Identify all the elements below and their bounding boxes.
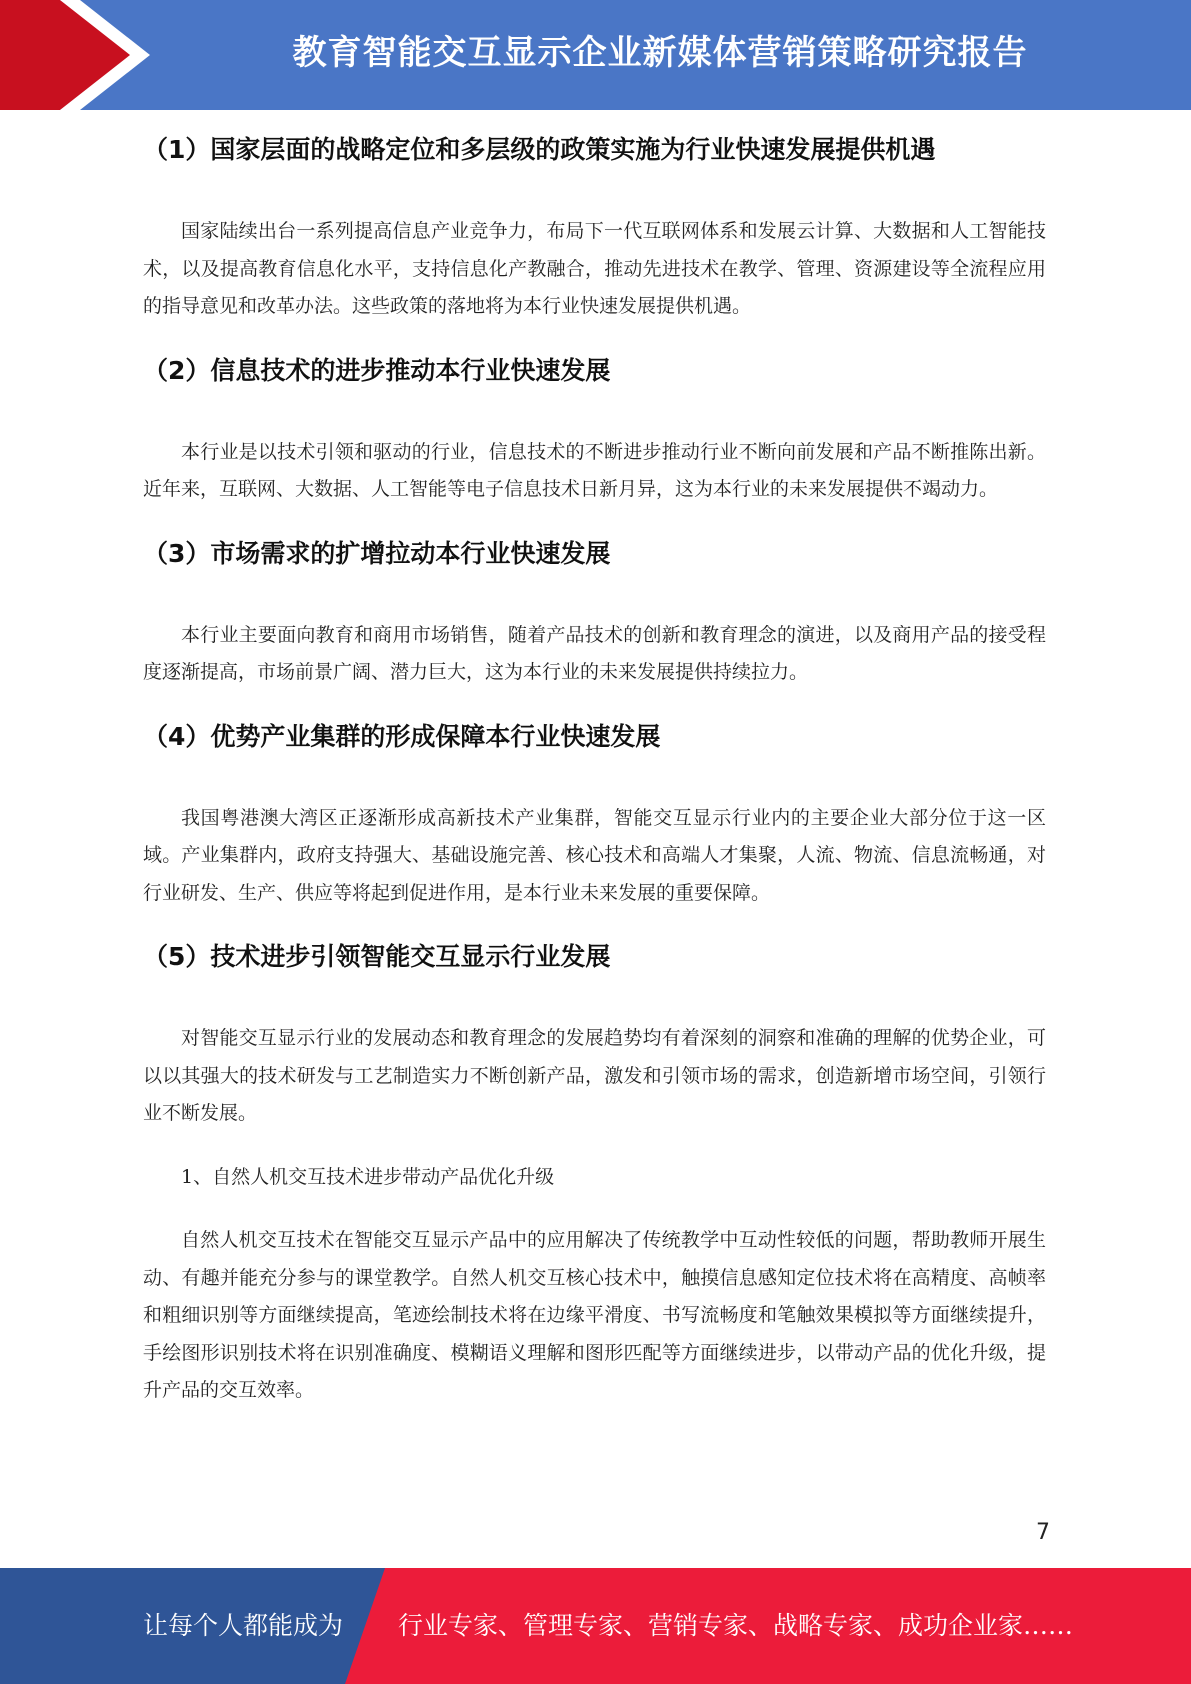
section-paragraph-2: 本行业是以技术引领和驱动的行业，信息技术的不断进步推动行业不断向前发展和产品不断推陈出新。近年来，互联网、大数据、人工智能等电子信息技术日新月异，这为本行业的未来发展提供不竭动力。 [143,440,1046,500]
subsection-heading: 1、自然人机交互技术进步带动产品优化升级 [181,1165,555,1188]
section-paragraph-3: 本行业主要面向教育和商用市场销售，随着产品技术的创新和教育理念的演进，以及商用产品的接受程度逐渐提高，市场前景广阔、潜力巨大，这为本行业的未来发展提供持续拉力。 [143,623,1046,683]
section-paragraph-4: 我国粤港澳大湾区正逐渐形成高新技术产业集群，智能交互显示行业内的主要企业大部分位于这一区域。产业集群内，政府支持强大、基础设施完善、核心技术和高端人才集聚，人流、物流、信息流畅通，对行业研发、生产、供应等将起到促进作用，是本行业未来发展的重要保障。 [143,806,1046,904]
report-title: 教育智能交互显示企业新媒体营销策略研究报告 [292,33,1028,73]
page-number: 7 [1036,1520,1050,1545]
section-heading-1: （1）国家层面的战略定位和多层级的政策实施为行业快速发展提供机遇 [143,135,936,164]
footer-slogan-left: 让每个人都能成为 [143,1611,344,1640]
section-heading-4: （4）优势产业集群的形成保障本行业快速发展 [143,721,661,751]
page-header [0,0,1191,110]
section-heading-3: （3）市场需求的扩增拉动本行业快速发展 [143,538,611,568]
document-body [143,128,1046,1410]
section-paragraph-5: 对智能交互显示行业的发展动态和教育理念的发展趋势均有着深刻的洞察和准确的理解的优势企业，可以以其强大的技术研发与工艺制造实力不断创新产品，激发和引领市场的需求，创造新增市场空间，引领行业不断发展。 [143,1027,1046,1124]
page-footer [0,1568,1191,1684]
section-heading-2: （2）信息技术的进步推动本行业快速发展 [143,355,611,385]
footer-slogan-right: 行业专家、管理专家、营销专家、战略专家、成功企业家…… [398,1611,1074,1640]
section-heading-5: （5）技术进步引领智能交互显示行业发展 [143,942,611,971]
subsection-paragraph: 自然人机交互技术在智能交互显示产品中的应用解决了传统教学中互动性较低的问题，帮助教师开展生动、有趣并能充分参与的课堂教学。自然人机交互核心技术中，触摸信息感知定位技术将在高精度、高帧率和粗细识别等方面继续提高，笔迹绘制技术将在边缘平滑度、书写流畅度和笔触效果模拟等方面继续提升，手绘图形识别技术将在识别准确度、模糊语义理解和图形匹配等方面继续进步，以带动产品的优化升级，提升产品的交互效率。 [143,1229,1046,1401]
section-paragraph-1: 国家陆续出台一系列提高信息产业竞争力，布局下一代互联网体系和发展云计算、大数据和人工智能技术，以及提高教育信息化水平，支持信息化产教融合，推动先进技术在教学、管理、资源建设等全流程应用的指导意见和改革办法。这些政策的落地将为本行业快速发展提供机遇。 [143,220,1046,317]
